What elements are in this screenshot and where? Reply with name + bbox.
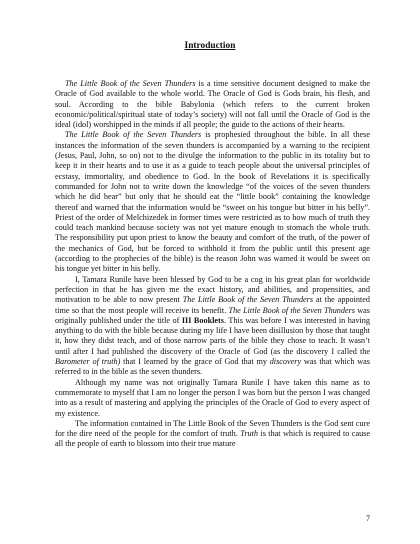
document-body bbox=[55, 68, 370, 450]
paragraph-text: Although my name was not originally Tamara Runile I have taken this name as to commemorate to myself that I am no longer the person I was born but the person I was changed into as a result of mastering and applying the principles of the Oracle of God to every aspect of my existence. bbox=[55, 377, 370, 418]
paragraph-text: I, Tamara Runile have been blessed by God to be a cog in his great plan for worldwide perfection in that he has given me the exact history, and abilities, and propensities, and motivation to be able to now present bbox=[55, 274, 370, 305]
italic-word: discovery bbox=[269, 357, 302, 367]
paragraph-text: was originally published under the title of bbox=[55, 305, 370, 325]
paragraph-3 bbox=[55, 275, 370, 378]
book-title-italic: The Little Book of the Seven Thunders bbox=[182, 295, 314, 305]
page-number: 7 bbox=[366, 514, 370, 523]
italic-phrase: Barometer of truth) bbox=[55, 357, 121, 367]
paragraph-text: is a time sensitive document designed to make the Oracle of God available to the whole world. The Oracle of God is Gods brain, his flesh, and soul. According to the bible Babylonia (which refers to the current broken economic/political/spiritual state of today’s society) will not fall until the Oracle of God is the ideal (idol) worshipped in the minds if all people; the guide to the actions of their hearts. bbox=[55, 79, 370, 130]
paragraph-text: . This was before I was interested in having anything to do with the bible because during my life I have been disillusion by those that taught it, how they didst teach, and of those narrow parts of the bible they chose to teach. It wasn’t until after I had published the discovery of the Oracle of God (as the discovery I called the bbox=[55, 315, 370, 356]
paragraph-text: The information contained in The Little Book of the Seven Thunders is the God sent cure for the dire need of the people for the comfort of truth. bbox=[55, 418, 370, 439]
italic-word: Truth bbox=[240, 429, 258, 439]
paragraph-text: was that which was referred to in the bible as the seven thunders. bbox=[55, 357, 370, 377]
paragraph-4 bbox=[55, 378, 370, 419]
paragraph-text: at the appointed time so that the most people will receive its benefit. bbox=[55, 295, 370, 315]
page-title: Introduction bbox=[184, 41, 236, 51]
paragraph-text: is that which is required to cause all the people of earth to blossom into their true mature bbox=[55, 429, 370, 449]
bold-title: III Booklets bbox=[181, 315, 224, 325]
paragraph-text: that I learned by the grace of God that my bbox=[120, 357, 270, 367]
paragraph-5 bbox=[55, 419, 370, 450]
paragraph-text: is prophesied throughout the bible. In all these instances the information of the seven thunders is accompanied by a warning to the recipient (Jesus, Paul, John, so on) not to the divulge the information to the public in its totality but to keep it in their hearts and to use it as a guide to teach people about the universal principles of ecstasy, immortality, and obedience to God. In the book of Revelations it is specifically commanded for John not to write down the knowledge “of the voices of the seven thunders which he did hear” but only that he should eat the “little book” containing the knowledge thereof and warned that the information would be “sweet on his tongue but bitter in his belly”. Priest of the order of Melchizedek in former times were restricted as to how much of truth they could teach mankind because society was not yet mature enough to stomach the whole truth. The responsibility put upon priest to know the beauty and comfort of the truth, of the power of the mechanics of God, but be forced to withhold it from the public until this present age (according to the prophecies of the bible) is the reason John was warned it would be sweet on his tongue yet bitter in his belly. bbox=[55, 130, 370, 274]
paragraph-2 bbox=[55, 130, 370, 274]
book-title-italic: The Little Book of the Seven Thunders bbox=[65, 79, 196, 88]
book-title-italic: The Little Book of the Seven Thunders bbox=[65, 130, 202, 140]
book-title-italic: The Little Book of the Seven Thunders bbox=[228, 305, 355, 315]
paragraph-1 bbox=[55, 79, 370, 130]
